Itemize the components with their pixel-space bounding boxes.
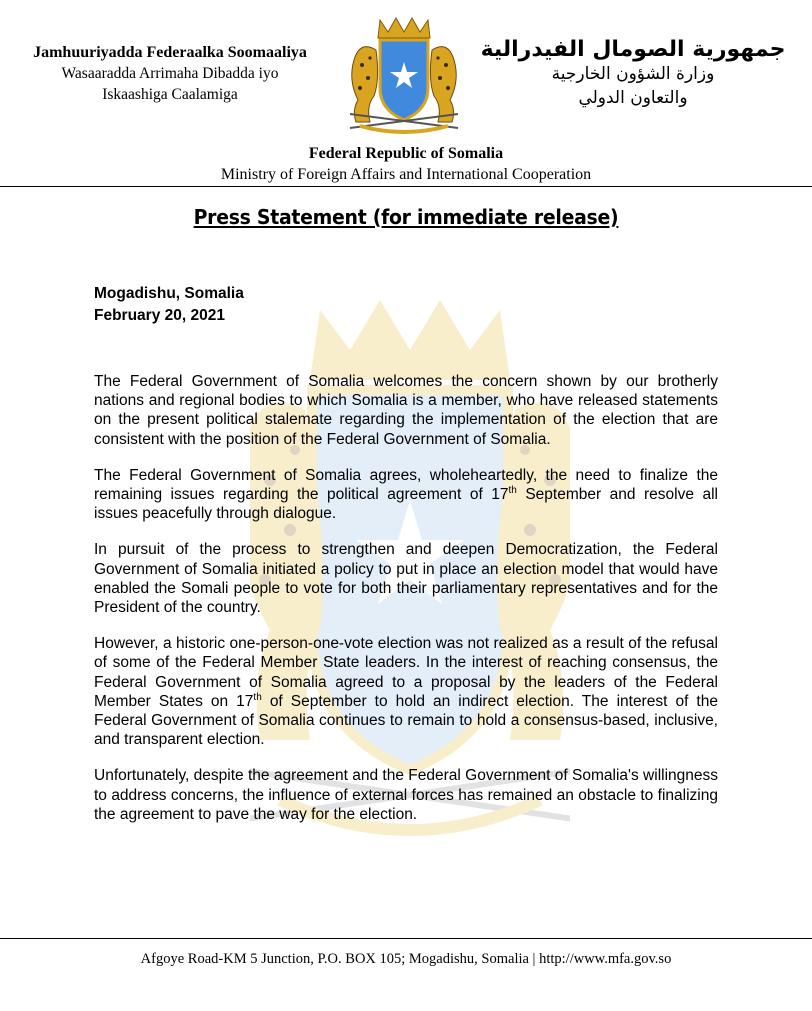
dateline — [94, 283, 244, 327]
letterhead-english — [0, 143, 812, 185]
header-divider — [0, 186, 812, 187]
letterhead-english-line1: Federal Republic of Somalia — [308, 145, 504, 162]
letterhead-english-line2: Ministry of Foreign Affairs and International Cooperation — [220, 166, 592, 183]
footer-divider — [0, 938, 812, 939]
letterhead-arabic-line1: جمهورية الصومال الفيدرالية — [480, 37, 786, 62]
paragraph-5: Unfortunately, despite the agreement and the Federal Government of Somalia's willingness to address concerns, the influence of external forces has remained an obstacle to finalizing the agreement to pave the way for the election. — [94, 767, 718, 823]
paragraph-1: The Federal Government of Somalia welcomes the concern shown by our brotherly nations and regional bodies to which Somalia is a member, who have released statements on the present political stalemate regarding the implementation of the election that are consistent with the position of the Federal Government of Somalia. — [94, 373, 718, 448]
statement-body — [94, 372, 718, 841]
footer-address: Afgoye Road-KM 5 Junction, P.O. BOX 105; Mogadishu, Somalia | http://www.mfa.gov.so — [140, 951, 672, 967]
page-title: Press Statement (for immediate release) — [193, 205, 619, 229]
letterhead-somali-line3: Iskaashiga Caalamiga — [102, 86, 238, 103]
letterhead-somali-line1: Jamhuuriyadda Federaalka Soomaaliya — [33, 44, 307, 61]
somalia-coat-of-arms-icon — [330, 10, 478, 138]
dateline-city: Mogadishu, Somalia — [94, 285, 244, 302]
letterhead-arabic-line3: والتعاون الدولي — [578, 88, 688, 108]
paragraph-4: However, a historic one-person-one-vote election was not realized as a result of the refusal of some of the Federal Member State leaders. In the interest of reaching consensus, the Federal Government of Somalia agreed to a proposal by the leaders of the Federal Member States on 17th of September to hold an indirect election. The interest of the Federal Government of Somalia continues to remain to hold a consensus-based, inclusive, and transparent election. — [94, 635, 718, 749]
paragraph-3: In pursuit of the process to strengthen and deepen Democratization, the Federal Government of Somalia initiated a policy to put in place an election model that would have enabled the Somali people to vote for both their parliamentary representatives and for the President of the country. — [94, 541, 718, 617]
letterhead-arabic — [468, 38, 798, 110]
letterhead-arabic-line2: وزارة الشؤون الخارجية — [551, 64, 715, 84]
dateline-date: February 20, 2021 — [94, 307, 225, 324]
letterhead-somali — [10, 42, 330, 105]
letterhead-somali-line2: Wasaaradda Arrimaha Dibadda iyo — [61, 65, 279, 82]
paragraph-2: The Federal Government of Somalia agrees, wholeheartedly, the need to finalize the remaining issues regarding the political agreement of 17th September and resolve all issues peacefully through dialogue. — [94, 466, 718, 523]
